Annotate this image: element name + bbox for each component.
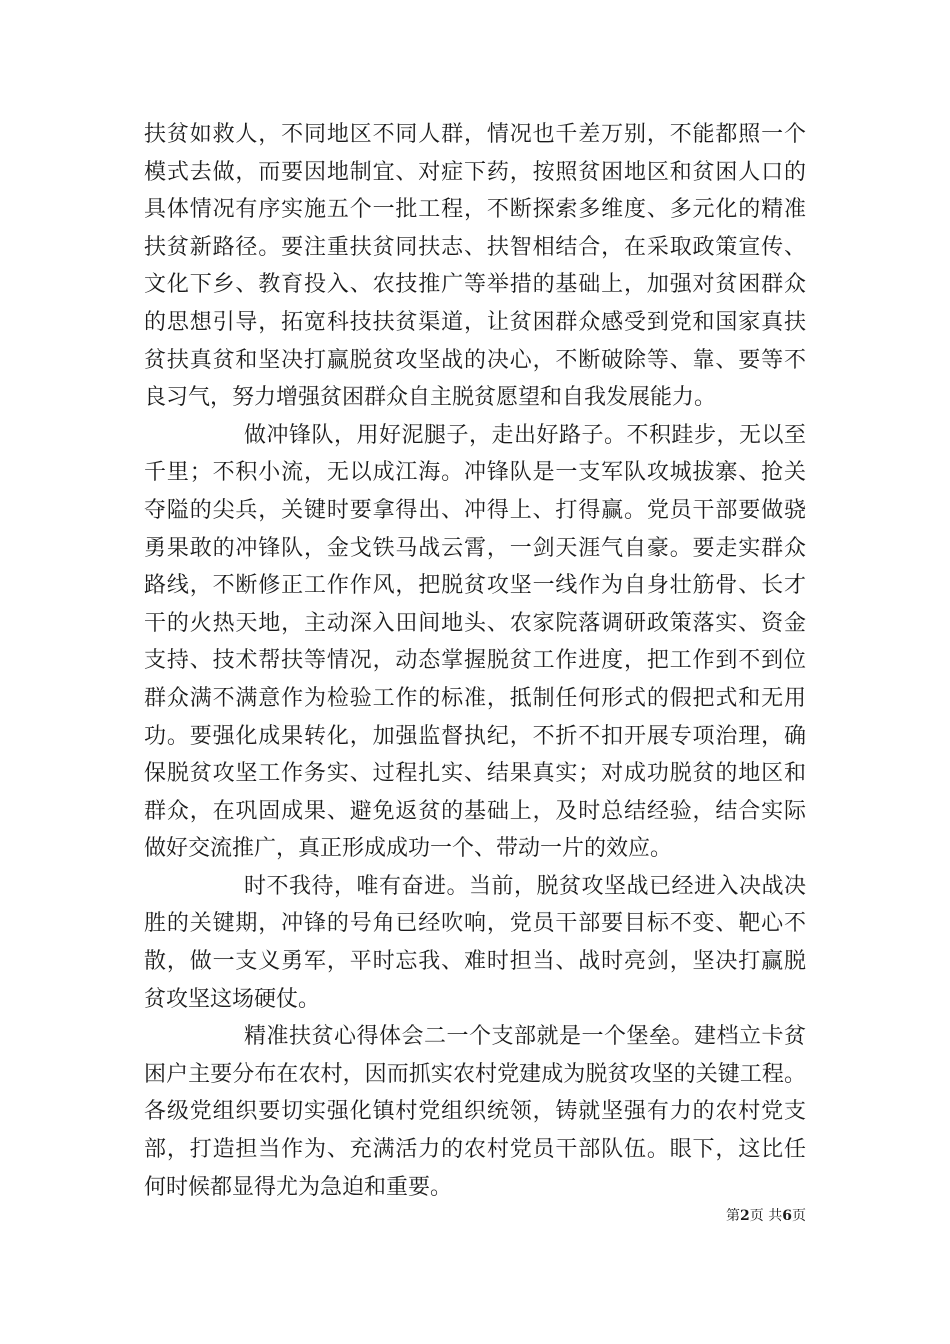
text-line: 胜的关键期，冲锋的号角已经吹响，党员干部要目标不变、靶心不 <box>144 911 806 937</box>
text-line: 文化下乡、教育投入、农技推广等举措的基础上，加强对贫困群众 <box>144 272 806 298</box>
current-page-number: 2 <box>740 1208 750 1224</box>
footer-prefix: 第 <box>726 1208 741 1224</box>
text-line: 部，打造担当作为、充满活力的农村党员干部队伍。眼下，这比任 <box>144 1137 806 1163</box>
paragraph-3 <box>144 868 806 1018</box>
text-line: 良习气，努力增强贫困群众自主脱贫愿望和自我发展能力。 <box>144 385 717 411</box>
text-line: 支持、技术帮扶等情况，动态掌握脱贫工作进度，把工作到不到位 <box>144 648 806 674</box>
text-line: 散，做一支义勇军，平时忘我、难时担当、战时亮剑，坚决打赢脱 <box>144 949 806 975</box>
text-line: 勇果敢的冲锋队，金戈铁马战云霄，一剑天涯气自豪。要走实群众 <box>144 535 806 561</box>
text-line: 贫扶真贫和坚决打赢脱贫攻坚战的决心，不断破除等、靠、要等不 <box>144 347 806 373</box>
text-line: 群众满不满意作为检验工作的标准，抵制任何形式的假把式和无用 <box>144 685 806 711</box>
total-page-count: 6 <box>782 1208 792 1224</box>
text-line: 夺隘的尖兵，关键时要拿得出、冲得上、打得赢。党员干部要做骁 <box>144 497 806 523</box>
document-body <box>144 116 806 1206</box>
text-line: 困户主要分布在农村，因而抓实农村党建成为脱贫攻坚的关键工程。 <box>144 1061 806 1087</box>
text-line: 时不我待，唯有奋进。当前，脱贫攻坚战已经进入决战决 <box>244 873 806 899</box>
text-line: 扶贫如救人，不同地区不同人群，情况也千差万别，不能都照一个 <box>144 122 806 147</box>
text-line: 何时候都显得尤为急迫和重要。 <box>144 1174 453 1200</box>
paragraph-1 <box>144 116 806 417</box>
page-number-footer <box>726 1205 806 1225</box>
footer-middle: 页 共 <box>749 1208 783 1224</box>
footer-suffix: 页 <box>792 1208 806 1224</box>
text-line: 做冲锋队，用好泥腿子，走出好路子。不积跬步，无以至 <box>244 422 806 448</box>
text-line: 千里；不积小流，无以成江海。冲锋队是一支军队攻城拔寨、抢关 <box>144 460 806 486</box>
text-line: 做好交流推广，真正形成成功一个、带动一片的效应。 <box>144 836 673 862</box>
text-line: 扶贫新路径。要注重扶贫同扶志、扶智相结合，在采取政策宣传、 <box>144 234 806 260</box>
paragraph-2 <box>144 417 806 868</box>
paragraph-4 <box>144 1018 806 1206</box>
text-line: 的思想引导，拓宽科技扶贫渠道，让贫困群众感受到党和国家真扶 <box>144 309 806 335</box>
text-line: 群众，在巩固成果、避免返贫的基础上，及时总结经验，结合实际 <box>144 798 806 824</box>
text-line: 具体情况有序实施五个一批工程，不断探索多维度、多元化的精准 <box>144 197 806 223</box>
text-line: 贫攻坚这场硬仗。 <box>144 986 321 1012</box>
text-line: 模式去做，而要因地制宜、对症下药，按照贫困地区和贫困人口的 <box>144 159 806 185</box>
text-line: 保脱贫攻坚工作务实、过程扎实、结果真实；对成功脱贫的地区和 <box>144 761 806 787</box>
text-line: 功。要强化成果转化，加强监督执纪，不折不扣开展专项治理，确 <box>144 723 806 749</box>
text-line: 路线，不断修正工作作风，把脱贫攻坚一线作为自身壮筋骨、长才 <box>144 573 806 599</box>
text-line: 干的火热天地，主动深入田间地头、农家院落调研政策落实、资金 <box>144 610 806 636</box>
text-line: 精准扶贫心得体会二一个支部就是一个堡垒。建档立卡贫 <box>244 1024 806 1050</box>
text-line: 各级党组织要切实强化镇村党组织统领，铸就坚强有力的农村党支 <box>144 1099 806 1125</box>
